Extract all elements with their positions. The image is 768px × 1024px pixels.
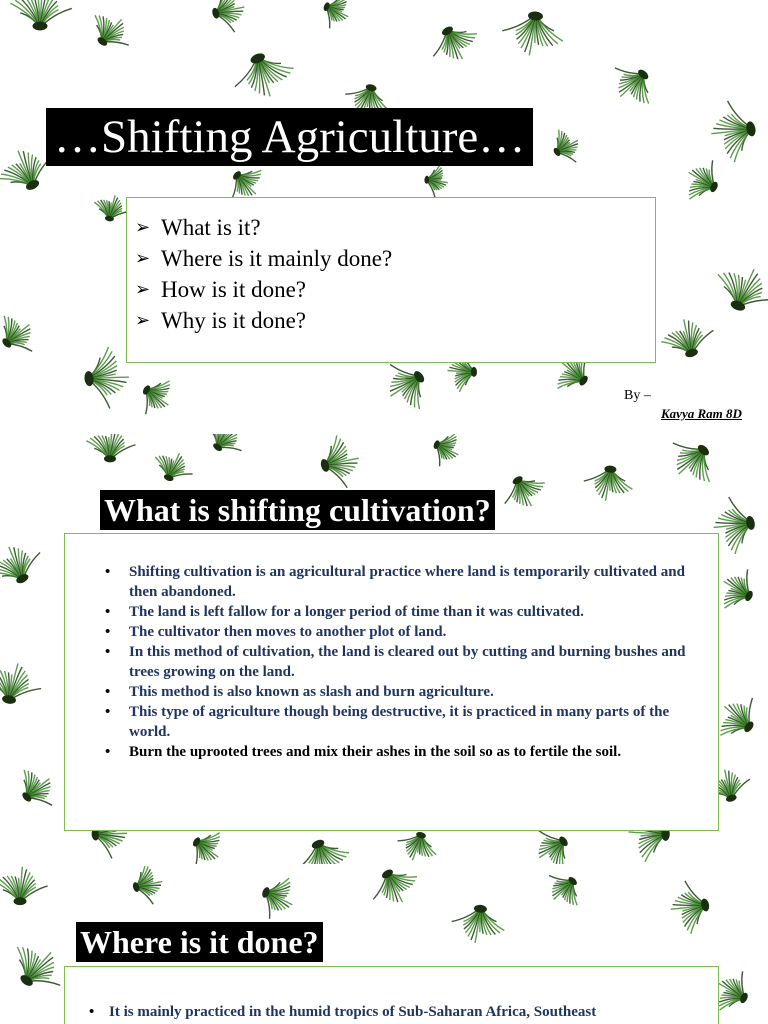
grass-tuft xyxy=(706,97,761,166)
grass-tuft xyxy=(666,877,714,936)
slide-title xyxy=(0,0,768,432)
list-item: • In this method of cultivation, the land is cleared out by cutting and burning bushes and trees growing on the land. xyxy=(105,642,698,682)
grass-tuft xyxy=(450,903,506,946)
questions-list xyxy=(127,198,655,336)
list-item: • The land is left fallow for a longer period of time than it was cultivated. xyxy=(105,602,698,622)
grass-tuft xyxy=(10,0,71,31)
list-item: • The cultivator then moves to another plot of land. xyxy=(105,622,698,642)
slide-where xyxy=(0,866,768,1024)
grass-tuft xyxy=(0,307,44,362)
grass-tuft xyxy=(10,761,64,816)
list-item: • This method is also known as slash and burn agriculture. xyxy=(105,682,698,702)
arrow-bullet-icon: ➢ xyxy=(135,248,151,268)
grass-tuft xyxy=(149,446,198,488)
list-item: ➢ How is it done? xyxy=(135,274,655,305)
grass-tuft xyxy=(0,535,49,593)
slide-title-heading: …Shifting Agriculture… xyxy=(46,108,533,166)
grass-tuft xyxy=(0,867,48,905)
list-item: ➢ What is it? xyxy=(135,212,655,243)
bullet-list xyxy=(65,534,718,762)
arrow-bullet-icon: ➢ xyxy=(135,217,151,237)
grass-tuft xyxy=(0,658,45,709)
grass-tuft xyxy=(227,43,300,107)
grass-tuft xyxy=(317,0,355,33)
grass-tuft xyxy=(496,466,551,517)
grass-tuft xyxy=(427,434,465,471)
grass-tuft xyxy=(423,164,449,198)
grass-tuft xyxy=(81,345,131,411)
grass-tuft xyxy=(678,153,727,208)
list-item: • Shifting cultivation is an agricultural practice where land is temporarily cultivated and then abandoned. xyxy=(105,562,698,602)
slide-heading: Where is it done? xyxy=(76,922,323,962)
by-label: By – xyxy=(624,388,651,403)
content-box xyxy=(64,966,719,1024)
list-item: ➢ Where is it mainly done? xyxy=(135,243,655,274)
grass-tuft xyxy=(582,463,634,503)
content-box xyxy=(64,533,719,831)
grass-tuft xyxy=(713,562,762,617)
grass-tuft xyxy=(424,15,484,71)
grass-tuft xyxy=(394,827,441,864)
grass-tuft xyxy=(709,258,768,321)
grass-tuft xyxy=(2,934,73,1001)
questions-box xyxy=(126,197,656,363)
grass-tuft xyxy=(657,312,719,364)
grass-tuft xyxy=(314,434,366,493)
arrow-bullet-icon: ➢ xyxy=(135,310,151,330)
grass-tuft xyxy=(254,871,300,925)
list-item: • It is mainly practiced in the humid tropics of Sub-Saharan Africa, Southeast xyxy=(85,1002,698,1022)
list-item: • Burn the uprooted trees and mix their ashes in the soil so as to fertile the soil. xyxy=(105,742,698,762)
slide-heading: What is shifting cultivation? xyxy=(100,490,495,530)
grass-tuft xyxy=(545,124,587,169)
slide-what-is xyxy=(0,434,768,864)
grass-tuft xyxy=(83,5,138,58)
list-item: ➢ Why is it done? xyxy=(135,305,655,336)
grass-tuft xyxy=(291,831,355,864)
grass-tuft xyxy=(133,372,179,422)
list-item: • This type of agriculture though being destructive, it is practiced in many parts of the world. xyxy=(105,702,698,742)
grass-tuft xyxy=(86,434,135,462)
grass-tuft xyxy=(364,866,424,914)
bullet-list xyxy=(65,967,718,1022)
grass-tuft xyxy=(539,866,589,914)
grass-tuft xyxy=(500,9,565,58)
author-name: Kavya Ram 8D xyxy=(661,406,742,421)
grass-tuft xyxy=(200,434,250,462)
grass-tuft xyxy=(660,434,725,493)
grass-tuft xyxy=(603,55,663,114)
grass-tuft xyxy=(128,866,168,908)
arrow-bullet-icon: ➢ xyxy=(135,279,151,299)
grass-tuft xyxy=(207,0,251,37)
